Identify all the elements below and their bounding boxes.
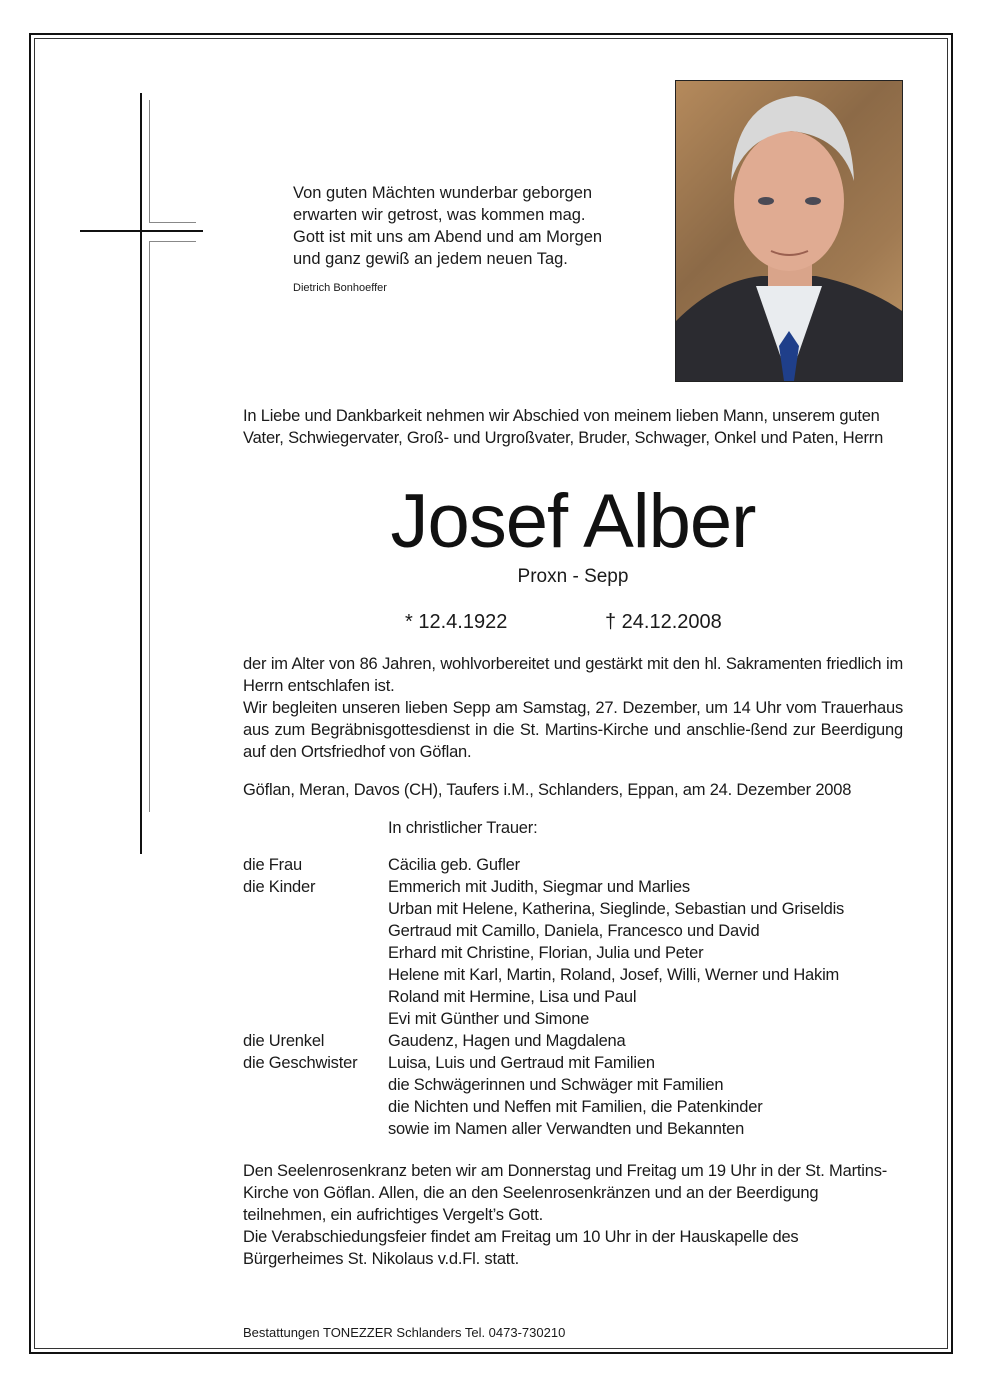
- family-relation: [243, 920, 388, 942]
- paragraph-funeral: Wir begleiten unseren lieben Sepp am Samstag, 27. Dezember, um 14 Uhr vom Trauerhaus aus zum Begräbnisgottesdienst in die St. Martins-Kirche und anschlie-ßend zur Beerdigung auf den Ortsfriedhof von Göflan.: [243, 699, 903, 761]
- family-row: [243, 898, 903, 920]
- family-members: Emmerich mit Judith, Siegmar und Marlies: [388, 878, 690, 896]
- family-relation: [243, 1118, 388, 1140]
- paragraph-passing: der im Alter von 86 Jahren, wohlvorbereitet und gestärkt mit den hl. Sakramenten friedlich im Herrn entschlafen ist.: [243, 655, 903, 695]
- family-relation: [243, 942, 388, 964]
- family-members: Cäcilia geb. Gufler: [388, 856, 520, 874]
- family-row: [243, 1030, 903, 1052]
- family-row: [243, 1118, 903, 1140]
- family-relation: [243, 964, 388, 986]
- family-members: Luisa, Luis und Gertraud mit Familien: [388, 1054, 655, 1072]
- quote: [293, 182, 602, 270]
- family-relation: die Kinder: [243, 878, 316, 896]
- family-relation: [243, 1008, 388, 1030]
- quote-line: Von guten Mächten wunderbar geborgen: [293, 184, 593, 202]
- family-members: Urban mit Helene, Katherina, Sieglinde, Sebastian und Griseldis: [388, 900, 845, 918]
- family-row: [243, 876, 903, 898]
- body-text: [243, 653, 903, 1270]
- family-row: [243, 986, 903, 1008]
- quote-line: Gott ist mit uns am Abend und am Morgen: [293, 228, 603, 246]
- quote-author: Dietrich Bonhoeffer: [293, 282, 387, 294]
- closing-farewell: Die Verabschiedungsfeier findet am Freitag um 10 Uhr in der Hauskapelle des Bürgerheimes St. Nikolaus v.d.Fl. statt.: [243, 1228, 799, 1268]
- family-relation: die Geschwister: [243, 1054, 358, 1072]
- death-date: † 24.12.2008: [605, 611, 722, 633]
- family-members: Roland mit Hermine, Lisa und Paul: [388, 988, 637, 1006]
- family-row: [243, 920, 903, 942]
- family-members: die Schwägerinnen und Schwäger mit Familien: [388, 1076, 724, 1094]
- places-date: Göflan, Meran, Davos (CH), Taufers i.M., Schlanders, Eppan, am 24. Dezember 2008: [243, 781, 852, 799]
- portrait-photo: [675, 80, 903, 382]
- family-row: [243, 854, 903, 876]
- family-relation: [243, 898, 388, 920]
- family-relation: die Frau: [243, 856, 302, 874]
- quote-line: erwarten wir getrost, was kommen mag.: [293, 206, 586, 224]
- family-members: Erhard mit Christine, Florian, Julia und Peter: [388, 944, 704, 962]
- family-relation: [243, 1096, 388, 1118]
- family-members: sowie im Namen aller Verwandten und Bekannten: [388, 1120, 745, 1138]
- family-members: die Nichten und Neffen mit Familien, die Patenkinder: [388, 1098, 763, 1116]
- family-members: Helene mit Karl, Martin, Roland, Josef, Willi, Werner und Hakim: [388, 966, 840, 984]
- family-row: [243, 942, 903, 964]
- deceased-name: Josef Alber: [390, 479, 756, 564]
- family-relation: die Urenkel: [243, 1032, 325, 1050]
- family-members: Evi mit Günther und Simone: [388, 1010, 590, 1028]
- family-row: [243, 1052, 903, 1074]
- mourning-heading: In christlicher Trauer:: [388, 819, 538, 837]
- family-list: [243, 854, 903, 1140]
- family-row: [243, 1074, 903, 1096]
- family-row: [243, 1008, 903, 1030]
- family-row: [243, 1096, 903, 1118]
- family-members: Gertraud mit Camillo, Daniela, Francesco und David: [388, 922, 760, 940]
- quote-line: und ganz gewiß an jedem neuen Tag.: [293, 250, 568, 268]
- closing-rosary: Den Seelenrosenkranz beten wir am Donnerstag und Freitag um 19 Uhr in der St. Martins-Kirche von Göflan. Allen, die an den Seelenrosenkränzen und an der Beerdigung teilnehmen, ein aufrichtiges Vergelt’s Gott.: [243, 1162, 888, 1224]
- nickname: Proxn - Sepp: [517, 566, 629, 587]
- family-members: Gaudenz, Hagen und Magdalena: [388, 1032, 626, 1050]
- family-relation: [243, 1074, 388, 1096]
- footer-undertaker: Bestattungen TONEZZER Schlanders Tel. 0473-730210: [243, 1325, 566, 1340]
- family-relation: [243, 986, 388, 1008]
- family-row: [243, 964, 903, 986]
- intro-text: In Liebe und Dankbarkeit nehmen wir Abschied von meinem lieben Mann, unserem guten Vater, Schwiegervater, Groß- und Urgroßvater, Bruder, Schwager, Onkel und Paten, Herrn: [243, 407, 884, 447]
- birth-date: * 12.4.1922: [405, 611, 508, 633]
